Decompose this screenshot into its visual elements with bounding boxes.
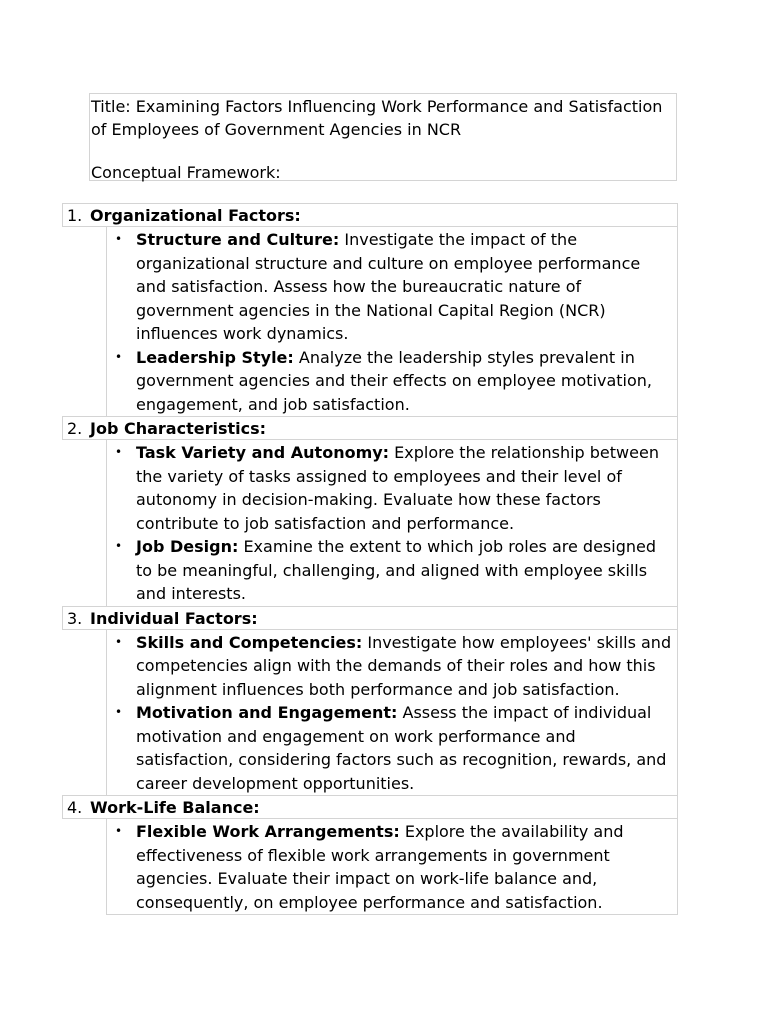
section-title: Organizational Factors:: [90, 206, 301, 225]
list-item: [107, 701, 673, 795]
section-title: Individual Factors:: [90, 608, 258, 628]
framework-outline: [62, 203, 678, 915]
section-number: 3.: [67, 608, 83, 628]
section-bullets-individual-factors: [106, 630, 678, 797]
bullet-icon: •: [115, 232, 123, 246]
bullet-term: Flexible Work Arrangements:: [136, 822, 400, 841]
section-heading-job-characteristics: [62, 416, 678, 440]
section-number: 2.: [67, 419, 83, 438]
bullet-term: Skills and Competencies:: [136, 632, 363, 652]
bullet-icon: •: [115, 634, 123, 649]
bullet-icon: •: [115, 705, 123, 719]
bullet-text: Explore the availability and effectiveness of flexible work arrangements in government agencies. Evaluate their impact on work-life balance and, consequently, on employee performance and satisfaction.: [136, 822, 624, 912]
section-heading-work-life-balance: [62, 795, 678, 819]
section-bullets-work-life-balance: [106, 819, 678, 915]
bullet-text: Investigate the impact of the organizational structure and culture on employee performance and satisfaction. Assess how the bureaucratic nature of government agencies in the National Capital Region (NCR) influences work dynamics.: [136, 230, 641, 343]
section-number: 1.: [67, 206, 83, 225]
bullet-icon: •: [115, 539, 123, 553]
bullet-text: Assess the impact of individual motivation and engagement on work performance and satisfaction, considering factors such as recognition, rewards, and career development opportunities.: [136, 703, 667, 793]
bullet-text: Analyze the leadership styles prevalent in government agencies and their effects on employee motivation, engagement, and job satisfaction.: [136, 347, 653, 414]
bullet-term: Job Design:: [136, 537, 239, 556]
list-item: [107, 228, 673, 346]
section-heading-individual-factors: [62, 606, 678, 630]
bullet-icon: •: [115, 445, 123, 459]
section-title: Job Characteristics:: [90, 419, 267, 438]
bullet-text: Examine the extent to which job roles are designed to be meaningful, challenging, and aligned with employee skills and interests.: [136, 537, 657, 603]
bullet-text: Explore the relationship between the variety of tasks assigned to employees and their level of autonomy in decision-making. Evaluate how these factors contribute to job satisfaction and performance.: [136, 443, 659, 533]
section-bullets-job-characteristics: [106, 440, 678, 607]
bullet-term: Leadership Style:: [136, 347, 294, 367]
list-item: [107, 820, 673, 914]
document-subheading: Conceptual Framework:: [91, 163, 281, 182]
bullet-icon: •: [115, 349, 123, 364]
list-item: [107, 535, 673, 606]
list-item: [107, 631, 673, 702]
bullet-term: Structure and Culture:: [136, 230, 340, 249]
section-title: Work-Life Balance:: [90, 798, 260, 817]
document-header: [89, 93, 677, 181]
bullet-icon: •: [115, 824, 123, 838]
bullet-term: Task Variety and Autonomy:: [136, 443, 390, 462]
bullet-term: Motivation and Engagement:: [136, 703, 398, 722]
document-title: Title: Examining Factors Influencing Work Performance and Satisfaction of Employees of Government Agencies in NCR: [91, 97, 663, 139]
list-item: [107, 346, 673, 417]
bullet-text: Investigate how employees' skills and competencies align with the demands of their roles and how this alignment influences both performance and job satisfaction.: [136, 632, 672, 699]
list-item: [107, 441, 673, 535]
section-heading-organizational-factors: [62, 203, 678, 227]
section-number: 4.: [67, 798, 83, 817]
section-bullets-organizational-factors: [106, 227, 678, 417]
